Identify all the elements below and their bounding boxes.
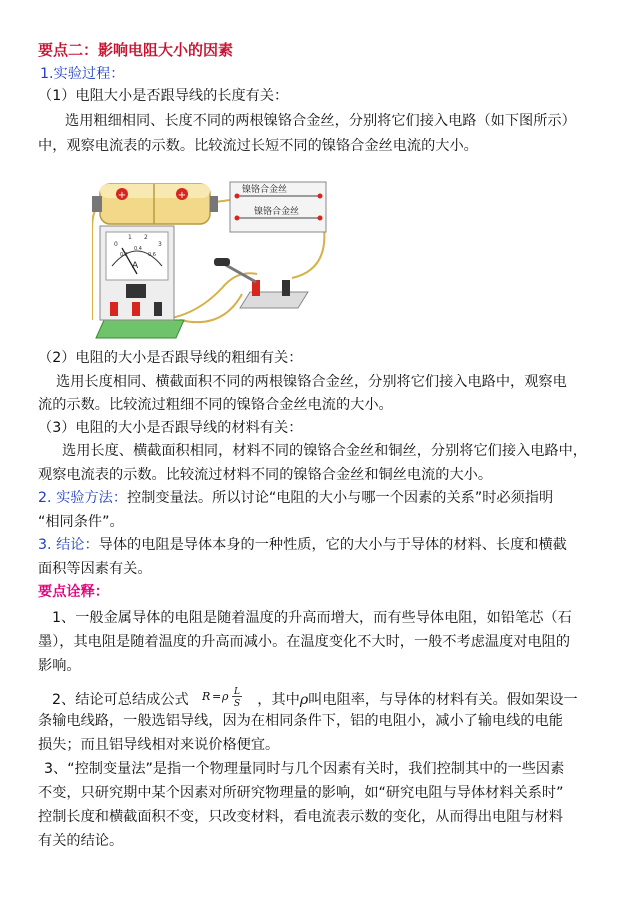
- formula-svg: [201, 684, 249, 708]
- kp2-line3: 损失；而且铝导线相对来说价格便宜。: [38, 737, 280, 753]
- tick-1: 1: [128, 234, 132, 241]
- kp3-line2: 不变，只研究期中某个因素对所研究物理量的影响，如“研究电阻与导体材料关系时”: [38, 785, 564, 801]
- wire1-label: 镍铬合金丝: [242, 185, 288, 195]
- formula-den: S: [234, 699, 241, 708]
- kp3-line3: 控制长度和横截面积不变，只改变材料，看电流表示数的变化，从而得出电阻与材料: [38, 809, 563, 825]
- part3-line2: 观察电流表的示数。比较流过材料不同的镍铬合金丝和铜丝电流的大小。: [38, 467, 493, 483]
- circuit-illustration: [92, 170, 328, 346]
- ammeter: [96, 226, 184, 338]
- kp2-line2: 条输电线路，一般选铝导线，因为在相同条件下，铝的电阻小，减小了输电线的电能: [38, 713, 563, 729]
- experiment-method: [38, 488, 553, 508]
- tick-02: 0.2: [120, 252, 128, 258]
- battery-plus-2: +: [177, 190, 187, 201]
- part1-line2: 中，观察电流表的示数。比较流过长短不同的镍铬合金丝电流的大小。: [38, 138, 478, 154]
- kp3-line1: 3、“控制变量法”是指一个物理量同时与几个因素有关时，我们控制其中的一些因素: [44, 761, 565, 777]
- part1-title: （1）电阻大小是否跟导线的长度有关：: [38, 88, 289, 104]
- conclusion-number: 3.: [38, 537, 52, 553]
- part2-line2: 流的示数。比较流过粗细不同的镍铬合金丝电流的大小。: [38, 397, 393, 413]
- conclusion: [38, 535, 567, 555]
- tick-04: 0.4: [134, 246, 142, 252]
- tick-0: 0: [114, 241, 118, 248]
- formula-rho: ρ: [222, 690, 229, 703]
- wire2-label: 镍铬合金丝: [254, 207, 300, 217]
- kp2-prefix: 2、结论可总结成公式: [52, 692, 189, 708]
- key-points-heading: 要点诠释：: [38, 584, 109, 600]
- formula-eq: =: [212, 690, 222, 703]
- formula-num: L: [234, 687, 241, 697]
- conclusion-label: 结论：: [56, 537, 99, 553]
- kp1-line2: 墨），其电阻是随着温度的升高而减小。在温度变化不大时，一般不考虑温度对电阻的: [38, 634, 571, 650]
- formula-r: R: [202, 690, 211, 703]
- experiment-process-heading: 1.实验过程：: [40, 66, 125, 82]
- section-title: 要点二：影响电阻大小的因素: [38, 41, 234, 59]
- wire-board: [230, 182, 326, 232]
- method-line1: 控制变量法。所以讨论“电阻的大小与哪一个因素的关系”时必须指明: [127, 490, 554, 506]
- kp2-suffix-rho: ρ: [299, 692, 309, 708]
- part3-line1: 选用长度、横截面积相同，材料不同的镍铬合金丝和铜丝，分别将它们接入电路中，: [62, 443, 587, 459]
- kp3-line4: 有关的结论。: [38, 833, 124, 849]
- tick-2: 2: [144, 234, 148, 241]
- part2-line1: 选用长度相同、横截面积不同的两根镍铬合金丝，分别将它们接入电路中，观察电: [56, 374, 567, 390]
- part3-title: （3）电阻的大小是否跟导线的材料有关：: [38, 420, 303, 436]
- kp2-suffix-b: 叫电阻率，与导体的材料有关。假如架设一: [308, 692, 578, 708]
- method-line2: “相同条件”。: [38, 514, 124, 530]
- kp1-line3: 影响。: [38, 658, 81, 674]
- method-label: 实验方法：: [56, 490, 128, 506]
- circuit-diagram: [92, 170, 328, 346]
- tick-06: 0.6: [148, 252, 156, 258]
- tick-3: 3: [158, 241, 162, 248]
- kp1-line1: 1、一般金属导体的电阻是随着温度的升高而增大，而有些导体电阻，如铅笔芯（石: [52, 610, 572, 626]
- battery-plus-1: +: [117, 190, 127, 201]
- conclusion-line1: 导体的电阻是导体本身的一种性质，它的大小与于导体的材料、长度和横截: [98, 537, 567, 553]
- part1-line1: 选用粗细相同、长度不同的两根镍铬合金丝，分别将它们接入电路（如下图所示）: [65, 113, 576, 129]
- conclusion-line2: 面积等因素有关。: [38, 561, 152, 577]
- kp2-suffix-a: ，其中: [257, 692, 300, 708]
- method-number: 2.: [38, 490, 52, 506]
- ammeter-unit: A: [132, 261, 139, 271]
- battery-pack: [92, 184, 218, 224]
- part2-title: （2）电阻的大小是否跟导线的粗细有关：: [38, 350, 303, 366]
